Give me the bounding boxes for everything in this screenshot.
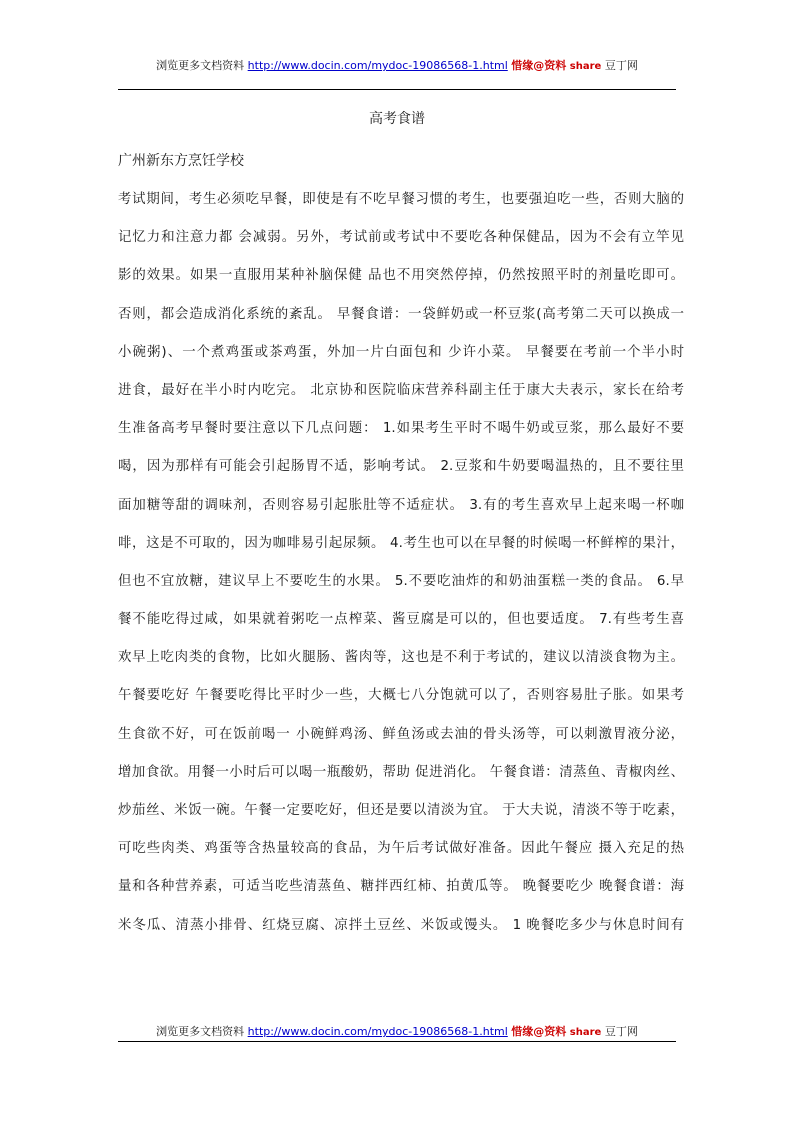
body-line: 喝，因为那样有可能会引起肠胃不适，影响考试。 2.豆浆和牛奶要喝温热的，且不要往里 [118,459,684,475]
body-line: 影的效果。如果一直服用某种补脑保健 品也不用突然停掉，仍然按照平时的剂量吃即可。 [118,268,684,284]
footer-site: 豆丁网 [604,1025,638,1038]
body-line: 但也不宜放糖，建议早上不要吃生的水果。 5.不要吃油炸的和奶油蛋糕一类的食品。 6.早 [118,573,684,589]
header-rule [118,89,676,90]
body-line: 生准备高考早餐时要注意以下几点问题： 1.如果考生平时不喝牛奶或豆浆，那么最好不要 [118,421,684,437]
header-prefix: 浏览更多文档资料 [156,59,245,72]
footer-prefix: 浏览更多文档资料 [156,1025,245,1038]
document-title: 高考食谱 [369,111,425,127]
body-line: 啡，这是不可取的，因为咖啡易引起尿频。 4.考生也可以在早餐的时候喝一杯鲜榨的果汁， [118,535,684,551]
footer-rule [118,1041,676,1042]
page-header [118,59,676,74]
footer-brand: 惜缘@资料 [511,1025,567,1038]
header-share: share [569,61,602,72]
document-author: 广州新东方烹饪学校 [118,153,244,169]
header-url-link[interactable]: http://www.docin.com/mydoc-19086568-1.html [247,59,508,72]
body-line: 生食欲不好，可在饭前喝一 小碗鲜鸡汤、鲜鱼汤或去油的骨头汤等，可以刺激胃液分泌， [118,726,684,742]
body-line: 餐不能吃得过咸，如果就着粥吃一点榨菜、酱豆腐是可以的，但也要适度。 7.有些考生喜 [118,612,684,628]
body-line: 记忆力和注意力都 会减弱。另外，考试前或考试中不要吃各种保健品，因为不会有立竿见 [118,230,684,246]
document-body [118,190,684,954]
body-line: 考试期间，考生必须吃早餐，即使是有不吃早餐习惯的考生，也要强迫吃一些，否则大脑的 [118,192,684,207]
body-line: 可吃些肉类、鸡蛋等含热量较高的食品，为午后考试做好准备。因此午餐应 摄入充足的热 [118,841,684,857]
footer-url-link[interactable]: http://www.docin.com/mydoc-19086568-1.html [247,1025,508,1038]
body-line: 欢早上吃肉类的食物，比如火腿肠、酱肉等，这也是不利于考试的，建议以清淡食物为主。 [118,650,684,666]
body-line: 增加食欲。用餐一小时后可以喝一瓶酸奶，帮助 促进消化。 午餐食谱：清蒸鱼、青椒肉丝、 [118,764,684,780]
header-site: 豆丁网 [604,59,638,72]
body-line: 量和各种营养素，可适当吃些清蒸鱼、糖拌西红柿、拍黄瓜等。 晚餐要吃少 晚餐食谱：海 [118,879,684,895]
page-footer [118,1025,676,1040]
body-line: 午餐要吃好 午餐要吃得比平时少一些，大概七八分饱就可以了，否则容易肚子胀。如果考 [118,688,684,704]
body-line: 进食，最好在半小时内吃完。 北京协和医院临床营养科副主任于康大夫表示，家长在给考 [118,382,684,398]
header-brand: 惜缘@资料 [511,59,567,72]
body-line: 炒茄丝、米饭一碗。午餐一定要吃好，但还是要以清淡为宜。 于大夫说，清淡不等于吃素， [118,803,684,818]
body-line: 小碗粥)、一个煮鸡蛋或茶鸡蛋，外加一片白面包和 少许小菜。 早餐要在考前一个半小时 [118,344,684,360]
body-line: 否则，都会造成消化系统的紊乱。 早餐食谱：一袋鲜奶或一杯豆浆(高考第二天可以换成一 [118,306,684,322]
body-line: 米冬瓜、清蒸小排骨、红烧豆腐、凉拌土豆丝、米饭或馒头。 1 晚餐吃多少与休息时间有 [118,917,684,933]
footer-share: share [569,1027,602,1038]
body-line: 面加糖等甜的调味剂，否则容易引起胀肚等不适症状。 3.有的考生喜欢早上起来喝一杯咖 [118,497,684,513]
